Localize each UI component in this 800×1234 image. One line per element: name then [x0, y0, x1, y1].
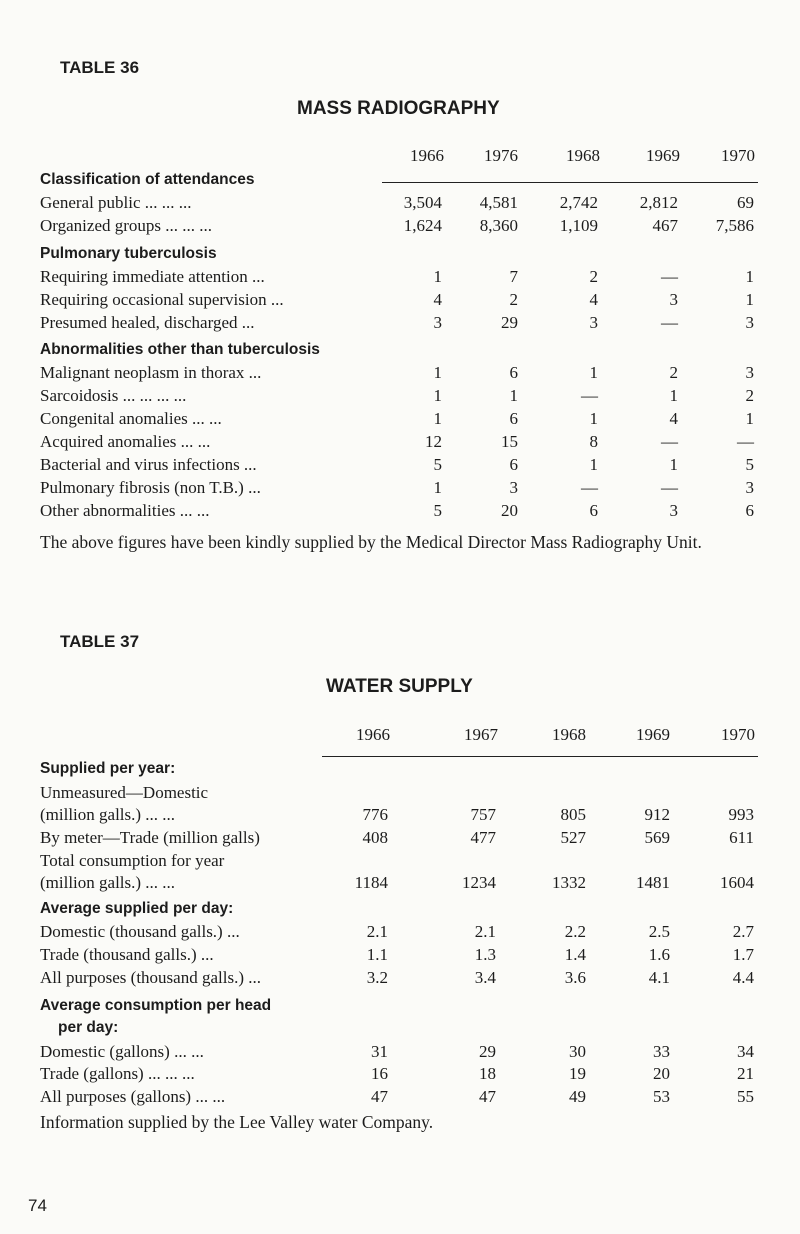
table-cell: 2 [589, 267, 598, 286]
table-cell: 408 [362, 828, 388, 847]
table-cell: 477 [470, 828, 496, 847]
section-heading: Supplied per year: [40, 760, 176, 777]
table-37-title: WATER SUPPLY [326, 676, 473, 697]
table-cell: 3.4 [474, 968, 496, 987]
table-cell: 1.1 [366, 945, 388, 964]
table-cell: 1 [745, 409, 754, 428]
table-cell: 1 [509, 386, 518, 405]
table-cell: 3 [745, 478, 754, 497]
table-cell: 8,360 [479, 216, 518, 235]
year-header: 1970 [721, 725, 755, 744]
table-row-label: Sarcoidosis ... ... ... ... [40, 386, 187, 405]
table-cell: 6 [589, 501, 598, 520]
year-header: 1968 [566, 146, 600, 165]
table-cell: — [737, 432, 754, 451]
table-cell: 611 [729, 828, 754, 847]
table-37-note: Information supplied by the Lee Valley water Company. [40, 1112, 434, 1132]
table-cell: 1 [433, 478, 442, 497]
table-cell: 6 [509, 455, 518, 474]
table-cell: 6 [745, 501, 754, 520]
page-number: 74 [28, 1196, 47, 1215]
table-cell: 2.7 [732, 922, 754, 941]
table-cell: 3,504 [403, 193, 442, 212]
table-cell: 7,586 [715, 216, 754, 235]
table-row-label: Other abnormalities ... ... [40, 501, 210, 520]
table-row-label: Presumed healed, discharged ... [40, 313, 255, 332]
table-37-label: TABLE 37 [60, 632, 140, 651]
table-cell: — [661, 313, 678, 332]
table-cell: 1 [745, 290, 754, 309]
table-cell: 1332 [552, 873, 586, 892]
table-row-label: Requiring immediate attention ... [40, 267, 265, 286]
section-heading: Abnormalities other than tuberculosis [40, 341, 320, 358]
table-cell: 6 [509, 363, 518, 382]
table-cell: 20 [501, 501, 518, 520]
table-row-label: Acquired anomalies ... ... [40, 432, 211, 451]
table-cell: 776 [362, 805, 388, 824]
year-header: 1970 [721, 146, 755, 165]
table-cell: — [661, 432, 678, 451]
header-rule [322, 756, 758, 757]
table-row-label: All purposes (thousand galls.) ... [40, 968, 261, 987]
table-cell: 1 [669, 455, 678, 474]
table-cell: 20 [653, 1064, 670, 1083]
year-header: 1969 [646, 146, 680, 165]
table-cell: 1 [433, 363, 442, 382]
table-row-label: By meter—Trade (million galls) [40, 828, 260, 847]
table-cell: 3 [509, 478, 518, 497]
table-row-label: Bacterial and virus infections ... [40, 455, 257, 474]
table-row-label: Trade (gallons) ... ... ... [40, 1064, 195, 1083]
table-row-label: Total consumption for year [40, 851, 225, 870]
table-row-label: Congenital anomalies ... ... [40, 409, 222, 428]
table-cell: 8 [589, 432, 598, 451]
table-row-label: (million galls.) ... ... [40, 873, 176, 892]
table-cell: 993 [728, 805, 754, 824]
table-cell: — [581, 386, 598, 405]
table-row-label: Domestic (gallons) ... ... [40, 1042, 204, 1061]
table-cell: 5 [433, 501, 442, 520]
table-cell: 18 [479, 1064, 496, 1083]
table-cell: 2.1 [366, 922, 388, 941]
table-cell: — [581, 478, 598, 497]
table-cell: 53 [653, 1087, 670, 1106]
table-cell: 2,812 [639, 193, 678, 212]
table-cell: 1 [589, 363, 598, 382]
table-cell: 1,624 [403, 216, 442, 235]
table-36-label: TABLE 36 [60, 58, 140, 77]
table-cell: 6 [509, 409, 518, 428]
table-cell: 1.7 [732, 945, 754, 964]
table-cell: 69 [737, 193, 754, 212]
table-cell: 2.2 [564, 922, 586, 941]
table-cell: 1234 [462, 873, 496, 892]
table-cell: 1.6 [648, 945, 670, 964]
table-row-label: Domestic (thousand galls.) ... [40, 922, 240, 941]
table-cell: 5 [745, 455, 754, 474]
section-heading: Average supplied per day: [40, 900, 234, 917]
table-cell: 15 [501, 432, 518, 451]
table-cell: 21 [737, 1064, 754, 1083]
table-cell: 527 [560, 828, 586, 847]
table-row-label: Requiring occasional supervision ... [40, 290, 284, 309]
table-row-label: Pulmonary fibrosis (non T.B.) ... [40, 478, 261, 497]
table-cell: 3 [669, 290, 678, 309]
table-cell: 47 [479, 1087, 496, 1106]
table-cell: 4,581 [479, 193, 518, 212]
table-row-label: Malignant neoplasm in thorax ... [40, 363, 262, 382]
section-heading: Classification of attendances [40, 171, 255, 188]
table-cell: 4.1 [648, 968, 670, 987]
table-row-label: (million galls.) ... ... [40, 805, 176, 824]
table-cell: 3.2 [366, 968, 388, 987]
table-cell: 1.3 [474, 945, 496, 964]
table-cell: 1 [745, 267, 754, 286]
table-cell: 4 [589, 290, 598, 309]
table-cell: 47 [371, 1087, 388, 1106]
table-cell: — [661, 267, 678, 286]
table-cell: 4 [669, 409, 678, 428]
table-cell: 2 [669, 363, 678, 382]
table-cell: 3 [745, 313, 754, 332]
table-row-label: General public ... ... ... [40, 193, 192, 212]
year-header: 1968 [552, 725, 586, 744]
table-cell: 7 [509, 267, 518, 286]
section-heading: Average consumption per head [40, 997, 272, 1014]
table-cell: 912 [644, 805, 670, 824]
table-cell: 467 [652, 216, 678, 235]
table-cell: 2,742 [559, 193, 598, 212]
table-row-label: Unmeasured—Domestic [40, 783, 209, 802]
table-cell: 1 [589, 455, 598, 474]
table-cell: 29 [479, 1042, 496, 1061]
table-cell: 3.6 [564, 968, 586, 987]
table-cell: 3 [745, 363, 754, 382]
table-cell: 569 [644, 828, 670, 847]
table-cell: 12 [425, 432, 442, 451]
table-cell: 33 [653, 1042, 670, 1061]
table-cell: 19 [569, 1064, 586, 1083]
table-cell: 1184 [354, 873, 388, 892]
section-heading: Pulmonary tuberculosis [40, 245, 217, 262]
table-row-label: All purposes (gallons) ... ... [40, 1087, 226, 1106]
year-header: 1976 [484, 146, 518, 165]
table-cell: 49 [569, 1087, 586, 1106]
table-cell: 805 [560, 805, 586, 824]
table-cell: 1 [589, 409, 598, 428]
table-cell: 2 [745, 386, 754, 405]
table-cell: 1604 [720, 873, 754, 892]
table-cell: 5 [433, 455, 442, 474]
table-cell: 29 [501, 313, 518, 332]
table-cell: 1.4 [564, 945, 586, 964]
table-cell: 30 [569, 1042, 586, 1061]
table-cell: 757 [470, 805, 496, 824]
table-cell: 1 [433, 409, 442, 428]
table-36-title: MASS RADIOGRAPHY [297, 98, 500, 119]
table-cell: 4.4 [732, 968, 754, 987]
table-cell: 3 [669, 501, 678, 520]
table-row-label: Trade (thousand galls.) ... [40, 945, 214, 964]
table-cell: 2.5 [648, 922, 670, 941]
table-cell: — [661, 478, 678, 497]
table-cell: 3 [589, 313, 598, 332]
table-cell: 1 [669, 386, 678, 405]
table-cell: 55 [737, 1087, 754, 1106]
year-header: 1967 [464, 725, 498, 744]
table-cell: 16 [371, 1064, 388, 1083]
table-36-note: The above figures have been kindly supplied by the Medical Director Mass Radiography Unit. [40, 532, 702, 552]
table-cell: 4 [433, 290, 442, 309]
year-header: 1969 [636, 725, 670, 744]
table-cell: 1 [433, 386, 442, 405]
table-cell: 31 [371, 1042, 388, 1061]
table-cell: 3 [433, 313, 442, 332]
year-header: 1966 [356, 725, 390, 744]
header-rule [382, 182, 758, 183]
year-header: 1966 [410, 146, 444, 165]
table-cell: 34 [737, 1042, 754, 1061]
section-heading: per day: [58, 1019, 119, 1036]
table-cell: 1 [433, 267, 442, 286]
table-cell: 1,109 [559, 216, 598, 235]
table-row-label: Organized groups ... ... ... [40, 216, 213, 235]
table-cell: 2 [509, 290, 518, 309]
table-cell: 1481 [636, 873, 670, 892]
table-cell: 2.1 [474, 922, 496, 941]
